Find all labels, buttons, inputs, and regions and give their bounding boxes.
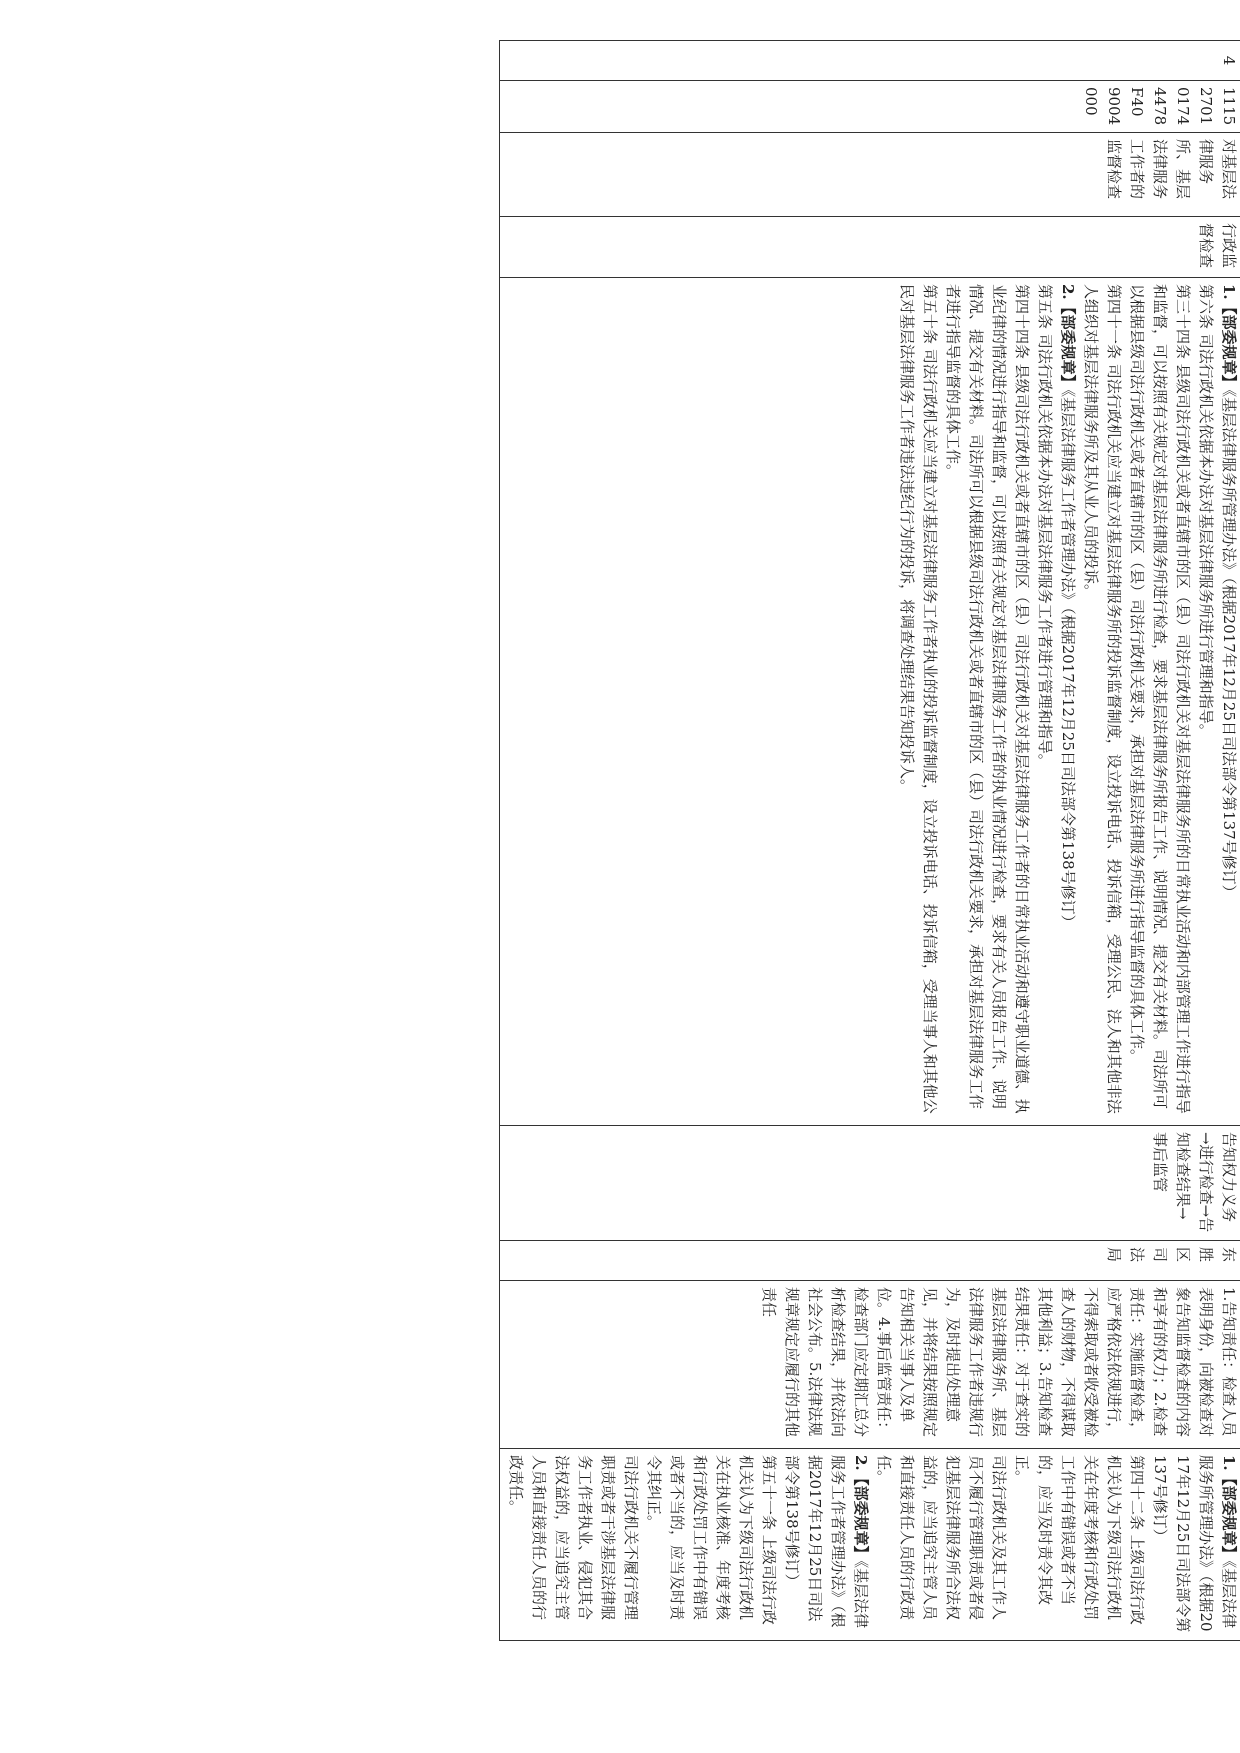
rotated-table-wrapper (507, 40, 1240, 1640)
legal-basis (500, 278, 1240, 1126)
item-type: 行政监督检查 (500, 217, 1240, 278)
item-name: 对基层法律服务所、基层法律服务工作者的监督检查 (500, 133, 1240, 217)
basis-line: 第五十条 司法行政机关应当建立对基层法律服务工作者执业的投诉监督制度，设立投诉电话、投诉信箱，受理当事人和其他公民对基层法律服务工作者违法违纪行为的投诉，将调查处理结果告知投诉人。 (898, 284, 939, 1114)
basis-line: 2.【部委规章】《基层法律服务工作者管理办法》（根据2017年12月25日司法部令第138号修订） (1059, 284, 1077, 930)
account-line: 司法行政机关不履行管理职责或者干涉基层法律服务工作者执业、侵犯其合法权益的，应当追究主管人员和直接责任人员的行政责任。 (507, 1455, 640, 1621)
basis-line: 第六条 司法行政机关依据本办法对基层法律服务所进行管理和指导。 (1197, 284, 1215, 739)
item-code: 111527010174 4478F409004000 (500, 81, 1240, 133)
basis-line: 第五条 司法行政机关依据本办法对基层法律服务工作者进行管理和指导。 (1036, 284, 1054, 769)
responsibility-items: 1.告知责任：检查人员表明身份，向被检查对象告知监督检查的内容和享有的权力；2.检查责任：实施监督检查，应严格依法依规进行，不得索取或者收受被检查人的财物，不得谋取其他利益；3.告知检查结果责任：对于查实的基层法律服务所、基层法律服务工作者违规行为，及时提出处理意见，并将结果按照规定告知相关当事人及单位。4.事后监管责任：检查部门应定期汇总分析检查结果，并依法向社会公布。5.法律法规规章规定应履行的其他责任 (500, 1281, 1240, 1449)
basis-line: 第四十四条 县级司法行政机关或者直辖市的区（县）司法行政机关对基层法律服务工作者的日常执业活动和遵守职业道德、执业纪律的情况进行指导和监督，可以按照有关规定对基层法律服务工作者的执业情况进行检查，要求有关人员报告工作、说明情况、提交有关材料。司法所可以根据县级司法行政机关或者直辖市的区（县）司法行政机关要求，承担对基层法律服务工作者进行指导监督的具体工作。 (944, 284, 1031, 1114)
table-row (500, 41, 1240, 1641)
account-line: 第五十一条 上级司法行政机关认为下级司法行政机关在执业核准、年度考核和行政处罚工作中有错误或者不当的，应当及时责令其纠正。 (645, 1455, 778, 1625)
row-number: 4 (500, 41, 1240, 81)
account-line: 第四十二条 上级司法行政机关认为下级司法行政机关在年度考核和行政处罚工作中有错误或者不当的，应当及时责令其改正。 (1013, 1455, 1146, 1625)
basis-line: 第四十一条 司法行政机关应当建立对基层法律服务所的投诉监督制度，设立投诉电话、投诉信箱，受理公民、法人和其他非法人组织对基层法律服务所及其从业人员的投诉。 (1082, 284, 1123, 1114)
accountability-basis (500, 1449, 1240, 1641)
basis-line: 第三十四条 县级司法行政机关或者直辖市的区（县）司法行政机关对基层法律服务所的日常执业活动和内部管理工作进行指导和监督，可以按照有关规定对基层法律服务所进行检查，要求基层法律服务所报告工作、说明情况、提交有关材料。司法所可以根据县级司法行政机关或者直辖市的区（县）司法行政机关要求，承担对基层法律服务所进行指导监督的具体工作。 (1128, 284, 1192, 1114)
power-list-table (499, 40, 1240, 1641)
basis-line: 1.【部委规章】《基层法律服务所管理办法》（根据2017年12月25日司法部令第137号修订） (1220, 284, 1238, 900)
process-flow: 告知权力义务→进行检查→告知检查结果→事后监管 (500, 1126, 1240, 1241)
account-line: 2.【部委规章】《基层法律服务工作者管理办法》（根据2017年12月25日司法部令第138号修订） (783, 1455, 870, 1629)
responsible-subject: 东胜区司法局 (500, 1241, 1240, 1281)
account-line: 司法行政机关及其工作人员不履行管理职责或者侵犯基层法律服务所合法权益的，应当追究主管人员和直接责任人员的行政责任。 (875, 1455, 1008, 1621)
account-line: 1.【部委规章】《基层法律服务所管理办法》（根据2017年12月25日司法部令第137号修订） (1151, 1455, 1238, 1633)
